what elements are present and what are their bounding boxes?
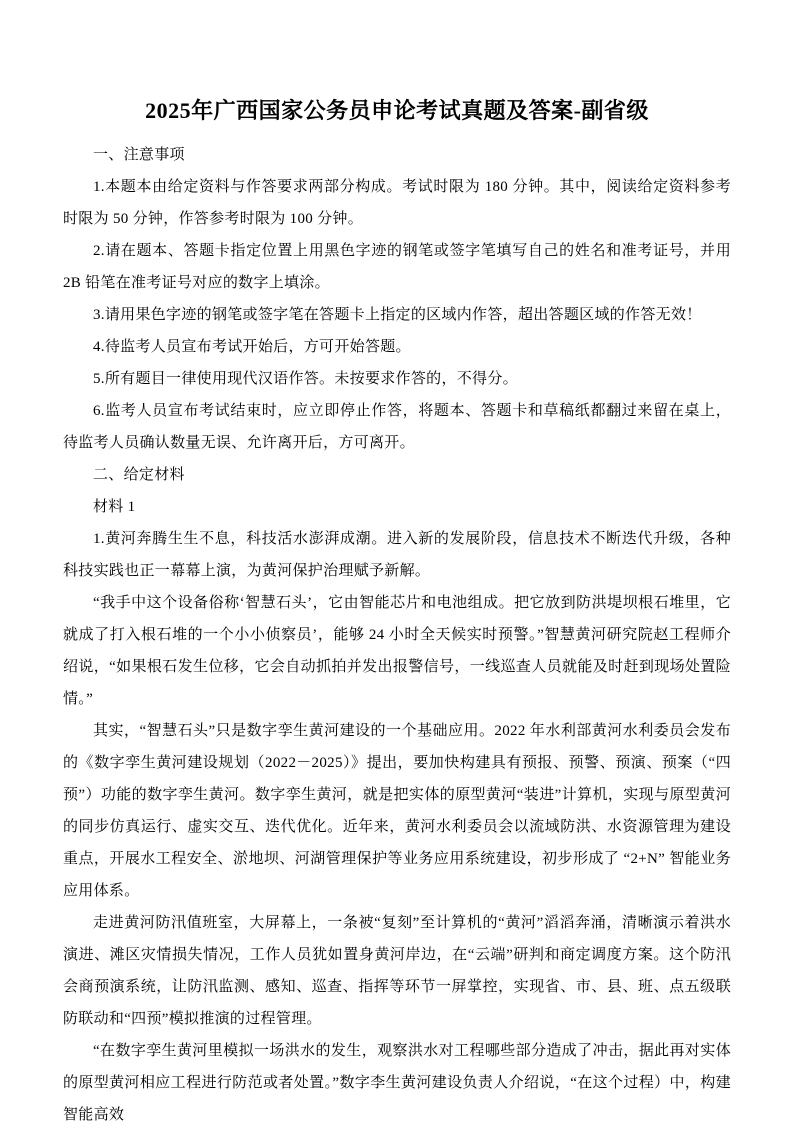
sub-heading-material-1: 材料 1	[93, 499, 136, 515]
document-paragraph: 1.本题本由给定资料与作答要求两部分构成。考试时限为 180 分钟。其中，阅读给定资料参考时限为 50 分钟，作答参考时限为 100 分钟。	[63, 179, 731, 227]
document-paragraph: 走进黄河防汛值班室，大屏幕上，一条被“复刻”至计算机的“黄河”滔滔奔涌，清晰演示着洪水演进、滩区灾情损失情况，工作人员犹如置身黄河岸边，在“云端”研判和商定调度方案。这个防汛会商预演系统，让防汛监测、感知、巡查、指挥等环节一屏掌控，实现省、市、县、班、点五级联防联动和“四预”模拟推演的过程管理。	[63, 915, 731, 1027]
document-paragraph: 1.黄河奔腾生生不息，科技活水澎湃成潮。进入新的发展阶段，信息技术不断迭代升级，各种科技实践也正一幕幕上演，为黄河保护治理赋予新解。	[63, 531, 731, 579]
document-title: 2025年广西国家公务员申论考试真题及答案-副省级	[145, 98, 649, 123]
section-heading-materials: 二、给定材料	[93, 467, 185, 483]
document-paragraph: 2.请在题本、答题卡指定位置上用黑色字迹的钢笔或签字笔填写自己的姓名和准考证号，并用 2B 铅笔在准考证号对应的数字上填涂。	[63, 243, 731, 291]
document-paragraph: 4.待监考人员宣布考试开始后，方可开始答题。	[93, 339, 411, 355]
section-heading-notice: 一、注意事项	[93, 147, 185, 163]
document-paragraph: “我手中这个设备俗称‘智慧石头’，它由智能芯片和电池组成。把它放到防洪堤坝根石堆里，它就成了打入根石堆的一个小小侦察员’，能够 24 小时全天候实时预警。”智慧黄河研究院赵工程师介绍说，“如果根石发生位移，它会自动抓拍并发出报警信号，一线巡查人员就能及时赶到现场处置险情。”	[63, 595, 731, 707]
document-paragraph: 其实，“智慧石头”只是数字孪生黄河建设的一个基础应用。2022 年水利部黄河水利委员会发布的《数字孪生黄河建设规划（2022－2025）》提出，要加快构建具有预报、预警、预演、预案（“四预”）功能的数字孪生黄河。数字孪生黄河，就是把实体的原型黄河“装进”计算机，实现与原型黄河的同步仿真运行、虚实交互、迭代优化。近年来，黄河水利委员会以流域防洪、水资源管理为建设重点，开展水工程安全、淤地坝、河湖管理保护等业务应用系统建设，初步形成了 “2+N” 智能业务应用体系。	[63, 723, 731, 899]
document-paragraph: “在数字孪生黄河里模拟一场洪水的发生，观察洪水对工程哪些部分造成了冲击，据此再对实体的原型黄河相应工程进行防范或者处置。”数字李生黄河建设负责人介绍说，“在这个过程）中，构建智能高效	[63, 1043, 731, 1123]
document-paragraph: 5.所有题目一律使用现代汉语作答。未按要求作答的，不得分。	[93, 371, 518, 387]
document-paragraph: 6.监考人员宣布考试结束时，应立即停止作答，将题本、答题卡和草稿纸都翻过来留在桌上，待监考人员确认数量无误、允许离开后，方可离开。	[63, 403, 731, 451]
document-paragraph: 3.请用果色字迹的钢笔或签字笔在答题卡上指定的区域内作答，超出答题区域的作答无效！	[93, 307, 702, 323]
